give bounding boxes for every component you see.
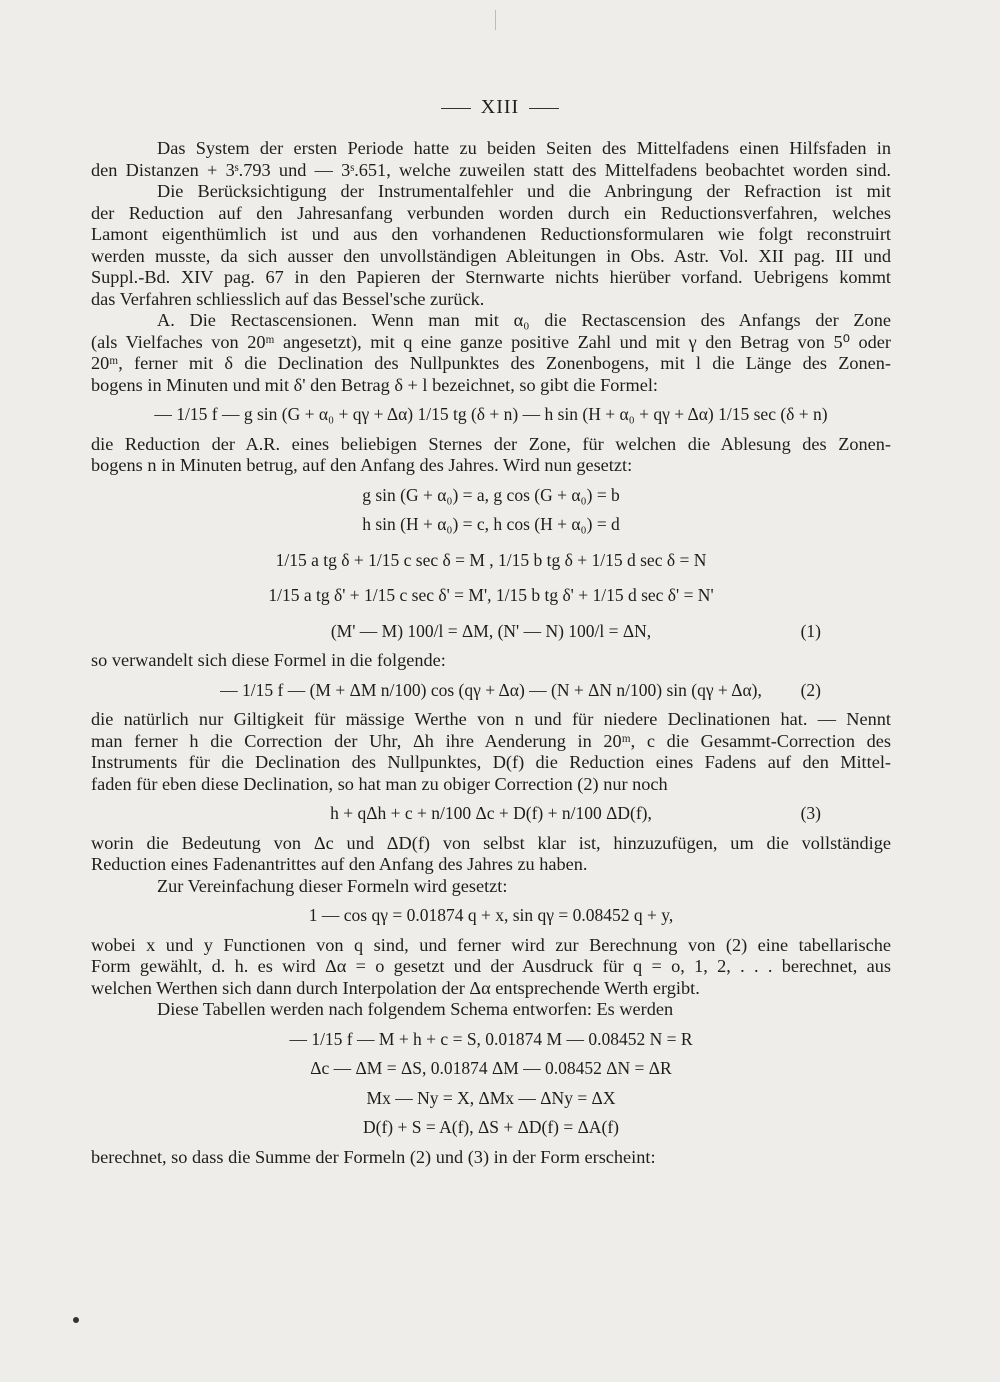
text-line: faden für eben diese Declination, so hat man zu obiger Correction (2) nur noch — [91, 773, 668, 794]
text-line: Lamont eigenthümlich ist und aus den vorhandenen Reductionsformularen wie folgt reconstruirt — [91, 224, 891, 244]
text-line: Suppl.-Bd. XIV pag. 67 in den Papieren der Sternwarte nichts hierüber vorfand. Uebrigens kommt — [91, 267, 891, 287]
formula-reduction: — 1/15 f — g sin (G + α₀ + qγ + Δα) 1/15 tg (δ + n) — h sin (H + α₀ + qγ + Δα) 1/15 sec (δ + n) — [154, 404, 828, 424]
page-number: XIII — [480, 96, 520, 118]
formula-5b: Δc — ΔM = ΔS, 0.01874 ΔM — 0.08452 ΔN = ΔR — [310, 1058, 672, 1078]
text-line: welchen Werthen sich dann durch Interpolation der Δα entsprechende Werth ergibt. — [91, 977, 700, 998]
text-line: Instruments für die Declination des Nullpunktes, D(f) die Reduction eines Fadens auf den Mittel- — [91, 752, 891, 772]
text-line: 20ᵐ, ferner mit δ die Declination des Nullpunktes des Zonenbogens, mit l die Länge des Zonen- — [91, 353, 891, 373]
formula-5c: Mx — Ny = X, ΔMx — ΔNy = ΔX — [366, 1087, 616, 1108]
formula-1c: 1/15 a tg δ + 1/15 c sec δ = M , 1/15 b tg δ + 1/15 d sec δ = N — [275, 549, 707, 570]
formula-1a: g sin (G + α₀) = a, g cos (G + α₀) = b — [362, 484, 620, 505]
text-line: werden musste, da sich ausser den unvollständigen Ableitungen in Obs. Astr. Vol. XII pag. III und — [91, 245, 891, 266]
text-body — [91, 138, 891, 1168]
formula-2 — [91, 680, 891, 702]
text-line: worin die Bedeutung von Δc und ΔD(f) von selbst klar ist, hinzuzufügen, um die vollständige — [91, 832, 891, 853]
equation-number-1: (1) — [800, 620, 821, 641]
text-line: Diese Tabellen werden nach folgendem Schema entworfen: Es werden — [157, 999, 674, 1019]
header-dash-right — [529, 108, 559, 109]
text-line: das Verfahren schliesslich auf das Bessel'sche zurück. — [91, 288, 485, 309]
text-line: bogens in Minuten und mit δ' den Betrag δ + l bezeichnet, so gibt die Formel: — [91, 374, 658, 395]
formula-5d: D(f) + S = A(f), ΔS + ΔD(f) = ΔA(f) — [363, 1117, 619, 1137]
text-line: Das System der ersten Periode hatte zu beiden Seiten des Mittelfadens einen Hilfsfaden in — [157, 138, 891, 158]
formula-5a: — 1/15 f — M + h + c = S, 0.01874 M — 0.08452 N = R — [289, 1028, 693, 1049]
text-line: die natürlich nur Giltigkeit für mässige Werthe von n und für niedere Declinationen hat. — Nennt — [91, 709, 891, 729]
formula-4: 1 — cos qγ = 0.01874 q + x, sin qγ = 0.08452 q + y, — [308, 905, 674, 925]
text-line: Die Berücksichtigung der Instrumentalfehler und die Anbringung der Refraction ist mit — [157, 181, 891, 201]
text-line: man ferner h die Correction der Uhr, Δh ihre Aenderung in 20ᵐ, c die Gesammt-Correction des — [91, 730, 891, 751]
equation-number-2: (2) — [800, 679, 821, 700]
text-line: die Reduction der A.R. eines beliebigen Sternes der Zone, für welchen die Ablesung des Zonen- — [91, 433, 891, 454]
page-fold-mark — [495, 10, 496, 30]
text-line: berechnet, so dass die Summe der Formeln (2) und (3) in der Form erscheint: — [91, 1146, 656, 1167]
formula-3-text: h + qΔh + c + n/100 Δc + D(f) + n/100 ΔD(f), — [330, 803, 652, 823]
text-line: der Reduction auf den Jahresanfang verbunden worden durch ein Reductionsverfahren, welches — [91, 202, 891, 223]
text-line: (als Vielfaches von 20ᵐ angesetzt), mit q eine ganze positive Zahl und mit γ den Betrag von 5⁰ oder — [91, 331, 891, 352]
equation-number-3: (3) — [800, 803, 821, 823]
formula-3 — [91, 803, 891, 825]
text-line: wobei x und y Functionen von q sind, und ferner wird zur Berechnung von (2) eine tabellarische — [91, 934, 891, 955]
formula-1d: 1/15 a tg δ' + 1/15 c sec δ' = M', 1/15 b tg δ' + 1/15 d sec δ' = N' — [268, 585, 714, 605]
text-line: Reduction eines Fadenantrittes auf den Anfang des Jahres zu haben. — [91, 854, 588, 874]
text-line: bogens n in Minuten betrug, auf den Anfang des Jahres. Wird nun gesetzt: — [91, 455, 633, 475]
header-dash-left — [441, 108, 471, 109]
formula-1e-text: (M' — M) 100/l = ΔM, (N' — N) 100/l = ΔN, — [330, 620, 652, 641]
text-line: so verwandelt sich diese Formel in die folgende: — [91, 650, 446, 670]
text-line: Zur Vereinfachung dieser Formeln wird gesetzt: — [157, 875, 508, 896]
text-line: den Distanzen + 3ˢ.793 und — 3ˢ.651, welche zuweilen statt des Mittelfadens beobachtet worden sind. — [91, 159, 891, 180]
formula-1b: h sin (H + α₀) = c, h cos (H + α₀) = d — [362, 514, 620, 534]
ink-dot — [73, 1317, 79, 1323]
formula-2-text: — 1/15 f — (M + ΔM n/100) cos (qγ + Δα) — (N + ΔN n/100) sin (qγ + Δα), — [220, 679, 762, 700]
text-line: Form gewählt, d. h. es wird Δα = o gesetzt und der Ausdruck für q = o, 1, 2, . . . berechnet, aus — [91, 956, 891, 976]
page-header — [0, 96, 1000, 119]
formula-1e — [91, 621, 891, 643]
text-line: A. Die Rectascensionen. Wenn man mit α₀ die Rectascension des Anfangs der Zone — [157, 310, 891, 330]
